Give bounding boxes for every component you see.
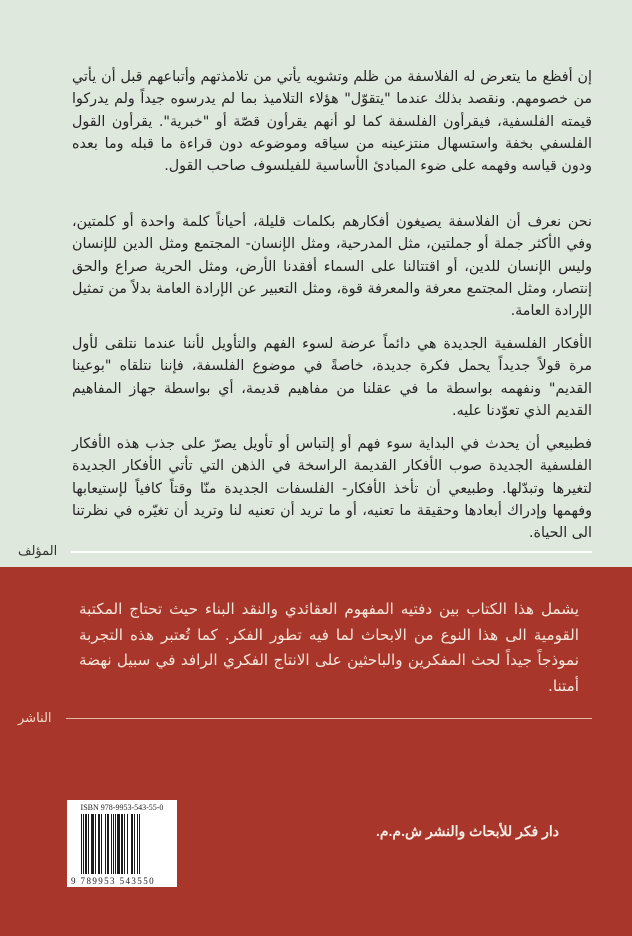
author-signature-label: المؤلف xyxy=(18,544,58,559)
author-paragraph-4: فطبيعي أن يحدث في البداية سوء فهم أو إلتباس أو تأويل يصرّ على جذب هذه الأفكار الفلسفية الجديدة صوب الأفكار القديمة الراسخة في الذهن التي تأتي الأفكار الجديدة لتغيرها وتبدّلها. وطبيعي أن تأخذ الأفكار- الفلسفات الجديدة منّا وقتاً كافياً لإستيعابها وفهمها وإدراك أبعادها وحقيقة ما تعنيه، أو ما تريد أن تعنيه لنا وتريد أن تغيّره في نظرتنا الى الحياة. xyxy=(72,436,592,542)
author-paragraph-1: إن أفظع ما يتعرض له الفلاسفة من ظلم وتشويه يأتي من تلامذتهم وأتباعهم قبل أن يأتي من خصومهم. ونقصد بذلك عندما "يتقوّل" هؤلاء التلاميذ بما لم يدرسوه جيداً ولم يدركوا قيمته الفلسفية، فيقرأون الفلسفة كما لو أنهم يقرأون قصّة أو "خبرية". يقرأون القول الفلسفي بخفة واستسهال منتزعينه من سياقه وموضوعه دون قراءة ما قبله وما بعده ودون قياسه وفهمه على ضوء المبادئ الأساسية للفيلسوف صاحب القول. xyxy=(72,69,592,175)
barcode-stripe xyxy=(140,814,141,874)
isbn-barcode xyxy=(67,800,177,887)
publisher-paragraph: يشمل هذا الكتاب بين دفتيه المفهوم العقائدي والنقد البناء حيث تحتاج المكتبة القومية الى هذا النوع من الابحاث لما فيه تطور الفكر. كما تُعتبر هذه التجربة نموذجاً جيداً لحث المفكرين والباحثين على الانتاج الفكري الرافد في سبيل نهضة أمتنا. xyxy=(79,600,579,695)
publisher-signature-label: الناشر xyxy=(18,711,52,726)
barcode-bars xyxy=(81,814,167,874)
author-signature-rule xyxy=(71,551,592,553)
author-paragraph-2: نحن نعرف أن الفلاسفة يصيغون أفكارهم بكلمات قليلة، أحياناً كلمة واحدة أو كلمتين، وفي الأكثر جملة أو جملتين، مثل المدرحية، ومثل الإنسان- المجتمع ومثل الدين للإنسان وليس الإنسان للدين، أو اقتتالنا على السماء أفقدنا الأرض، ومثل الحرية صراع والحق إنتصار، ومثل المجتمع معرفة والمعرفة قوة، ومثل التعبير عن الإرادة العامة بدلاً من تمثيل الإرادة العامة. xyxy=(72,214,592,320)
isbn-label: ISBN 978-9953-543-55-0 xyxy=(80,803,164,812)
publisher-signature-rule xyxy=(66,718,592,720)
publisher-signature xyxy=(18,711,592,726)
author-signature xyxy=(18,544,592,559)
barcode-digits: 9 789953 543550 xyxy=(71,876,155,886)
publisher-name: دار فكر للأبحاث والنشر ش.م.م. xyxy=(375,823,559,839)
author-paragraph-3: الأفكار الفلسفية الجديدة هي دائماً عرضة لسوء الفهم والتأويل لأننا عندما نتلقى لأول مرة قولاً جديداً يحمل فكرة جديدة، خاصةً في موضوع الفلسفة، فإننا نتلقاه "بوعينا القديم" ونفهمه بواسطة ما في عقلنا من مفاهيم قديمة، أي بواسطة جهاز المفاهيم القديم الذي تعوّدنا عليه. xyxy=(72,336,592,419)
